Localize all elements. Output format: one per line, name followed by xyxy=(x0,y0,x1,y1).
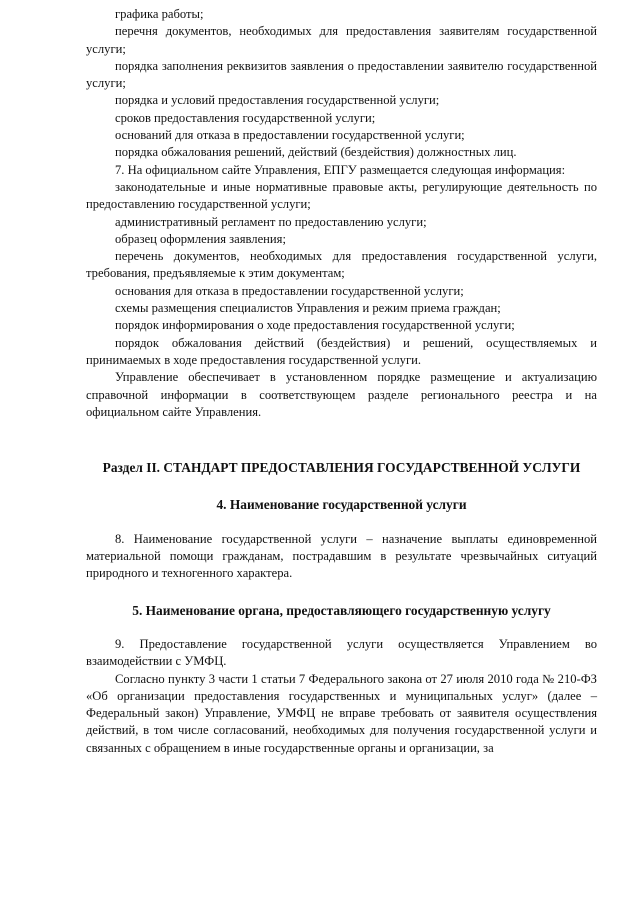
paragraph: порядка заполнения реквизитов заявления о предоставлении заявителю государственной услуги; xyxy=(86,58,597,91)
paragraph: перечня документов, необходимых для предоставления заявителям государственной услуги; xyxy=(86,24,597,56)
paragraph: Управление обеспечивает в установленном порядке размещение и актуализацию справочной информации в соответствующем разделе регионального реестра и на официальном сайте Управления. xyxy=(86,370,597,419)
paragraph-9: 9. Предоставление государственной услуги осуществляется Управлением во взаимодействии с УМФЦ. xyxy=(86,636,597,669)
paragraph: порядка и условий предоставления государственной услуги; xyxy=(115,93,440,108)
subsection-heading-5: 5. Наименование органа, предоставляющего государственную услугу xyxy=(132,602,551,618)
paragraph-8: 8. Наименование государственной услуги – назначение выплаты единовременной материальной помощи гражданам, пострадавшим в результате чрезвычайных ситуаций природного и техногенного характера. xyxy=(86,531,597,581)
document-page xyxy=(86,0,597,757)
paragraph: порядок информирования о ходе предоставления государственной услуги; xyxy=(115,318,515,333)
paragraph-7: 7. На официальном сайте Управления, ЕПГУ размещается следующая информация: xyxy=(115,162,566,177)
paragraph: образец оформления заявления; xyxy=(115,231,286,246)
section-title: Раздел II. СТАНДАРТ ПРЕДОСТАВЛЕНИЯ ГОСУДАРСТВЕННОЙ УСЛУГИ xyxy=(102,460,581,476)
paragraph: законодательные и иные нормативные правовые акты, регулирующие деятельность по предоставлению государственной услуги; xyxy=(86,179,597,212)
paragraph: оснований для отказа в предоставлении государственной услуги; xyxy=(115,128,465,143)
paragraph: схемы размещения специалистов Управления и режим приема граждан; xyxy=(115,301,501,316)
subsection-heading-4: 4. Наименование государственной услуги xyxy=(216,497,467,513)
paragraph: административный регламент по предоставлению услуги; xyxy=(115,214,427,229)
paragraph: графика работы; xyxy=(115,7,204,21)
paragraph: порядок обжалования действий (бездействия) и решений, осуществляемых и принимаемых в ходе предоставления государственной услуги. xyxy=(86,335,597,367)
paragraph: перечень документов, необходимых для предоставления государственной услуги, требования, предъявляемые к этим документам; xyxy=(86,249,597,281)
paragraph: основания для отказа в предоставлении государственной услуги; xyxy=(115,283,464,298)
paragraph-9-continued: Согласно пункту 3 части 1 статьи 7 Федерального закона от 27 июля 2010 года № 210-ФЗ «Об организации предоставления государственных и муниципальных услуг» (далее – Федеральный закон) Управление, УМФЦ не вправе требовать от заявителя осуществления действий, в том числе согласований, необходимых для получения государственной услуги и связанных с обращением в иные государственные органы и организации, за xyxy=(86,671,597,755)
paragraph: порядка обжалования решений, действий (бездействия) должностных лиц. xyxy=(115,145,517,160)
paragraph: сроков предоставления государственной услуги; xyxy=(115,110,376,125)
